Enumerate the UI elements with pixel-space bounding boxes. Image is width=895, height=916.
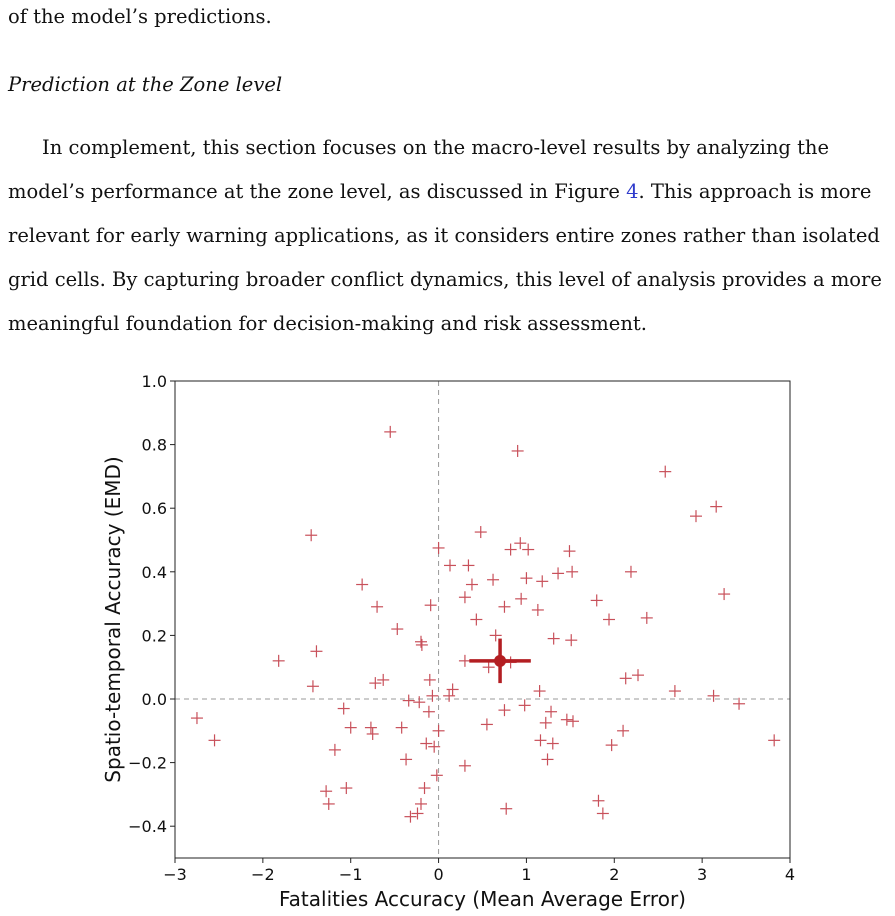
data-point [617,725,629,737]
data-point [561,714,573,726]
data-point [536,575,548,587]
data-point [377,674,389,686]
data-point [733,698,745,710]
data-point [384,426,396,438]
data-point [547,738,559,750]
data-point [498,601,510,613]
data-point [459,591,471,603]
data-point [444,559,456,571]
data-point [514,537,526,549]
y-tick-label: 0.4 [141,562,167,582]
data-point [470,614,482,626]
data-point [415,798,427,810]
data-point [462,559,474,571]
y-axis-label: Spatio-temporal Accuracy (EMD) [101,456,125,783]
data-point [563,545,575,557]
data-point [367,728,379,740]
data-point [329,744,341,756]
data-point [433,542,445,554]
data-point [310,645,322,657]
data-point [466,579,478,591]
data-point [522,544,534,556]
data-point [487,574,499,586]
y-tick-label: −0.2 [128,753,167,773]
data-point [515,593,527,605]
data-point [545,706,557,718]
figure-reference-link[interactable]: 4 [626,180,639,203]
data-point [498,704,510,716]
paragraph-line: meaningful foundation for decision-making and risk assessment. [8,312,647,335]
data-point [403,695,415,707]
data-point [566,566,578,578]
data-point [659,466,671,478]
data-point [305,529,317,541]
data-point [356,579,368,591]
data-point [345,722,357,734]
data-point [419,782,431,794]
data-point [475,526,487,538]
data-point [365,722,377,734]
data-point [625,566,637,578]
x-axis-label: Fatalities Accuracy (Mean Average Error) [279,887,686,911]
data-point [690,510,702,522]
section-subheading: Prediction at the Zone level [8,73,283,96]
data-point [416,639,428,651]
paragraph-line: In complement, this section focuses on the macro-level results by analyzing the [42,136,829,159]
data-point [420,738,432,750]
data-point [413,696,425,708]
paragraph-line-text: model’s performance at the zone level, as discussed in Figure [8,180,627,203]
data-point [519,699,531,711]
x-tick-label: −3 [163,865,187,884]
data-point [548,633,560,645]
x-axis-ticks [163,858,795,884]
data-point [433,725,445,737]
plot-frame [175,381,790,858]
data-point [459,655,471,667]
x-tick-label: −2 [251,865,275,884]
y-tick-label: 0.6 [141,499,167,519]
x-tick-label: 0 [433,865,444,884]
data-point [708,690,720,702]
mean-marker [469,639,530,684]
data-point [534,734,546,746]
data-point [209,734,221,746]
reference-lines [175,381,790,858]
data-point [532,604,544,616]
x-tick-label: 2 [609,865,620,884]
data-point [592,795,604,807]
data-point [423,706,435,718]
data-point [481,718,493,730]
paragraph-tail: of the model’s predictions. [8,5,272,28]
data-point [411,807,423,819]
y-tick-label: 0.8 [141,435,167,455]
data-point [565,634,577,646]
y-tick-label: 1.0 [141,372,167,391]
y-axis-ticks [128,372,175,836]
data-point [534,685,546,697]
paragraph-line-text: . This approach is more [638,180,872,203]
data-point [512,445,524,457]
data-point [447,683,459,695]
data-point [320,785,332,797]
data-point [520,572,532,584]
data-point [391,623,403,635]
data-point [443,690,455,702]
data-point [641,612,653,624]
data-point [424,674,436,686]
data-point [483,661,495,673]
data-point [500,803,512,815]
data-point [273,655,285,667]
data-point [459,760,471,772]
data-point [323,798,335,810]
data-point [404,811,416,823]
data-point [425,599,437,611]
data-point [431,769,443,781]
data-point [426,690,438,702]
paragraph-line: grid cells. By capturing broader conflict dynamics, this level of analysis provides a more [8,268,882,291]
y-tick-label: −0.4 [128,817,167,837]
mean-point [494,655,506,667]
data-point [603,614,615,626]
x-tick-label: 4 [784,865,796,884]
data-point [400,753,412,765]
x-tick-label: −1 [338,865,363,884]
data-point [710,501,722,513]
data-point [371,601,383,613]
y-tick-label: 0.2 [141,626,167,646]
data-point [338,703,350,715]
data-point [591,594,603,606]
data-point [567,715,579,727]
data-point [718,588,730,600]
data-point [606,739,618,751]
data-point [542,753,554,765]
paragraph-line: relevant for early warning applications, as it considers entire zones rather than isolated [8,224,880,247]
data-point [552,567,564,579]
x-tick-label: 3 [697,865,708,884]
data-point [768,734,780,746]
data-point [369,677,381,689]
y-tick-label: 0.0 [141,690,167,709]
data-point [415,636,427,648]
x-tick-label: 1 [521,865,532,884]
data-point [340,782,352,794]
data-point [669,685,681,697]
data-point [191,712,203,724]
data-point [540,717,552,729]
data-point [597,807,609,819]
data-point [505,544,517,556]
data-points [191,426,780,823]
data-point [396,722,408,734]
data-point [620,672,632,684]
data-point [307,680,319,692]
data-point [632,669,644,681]
